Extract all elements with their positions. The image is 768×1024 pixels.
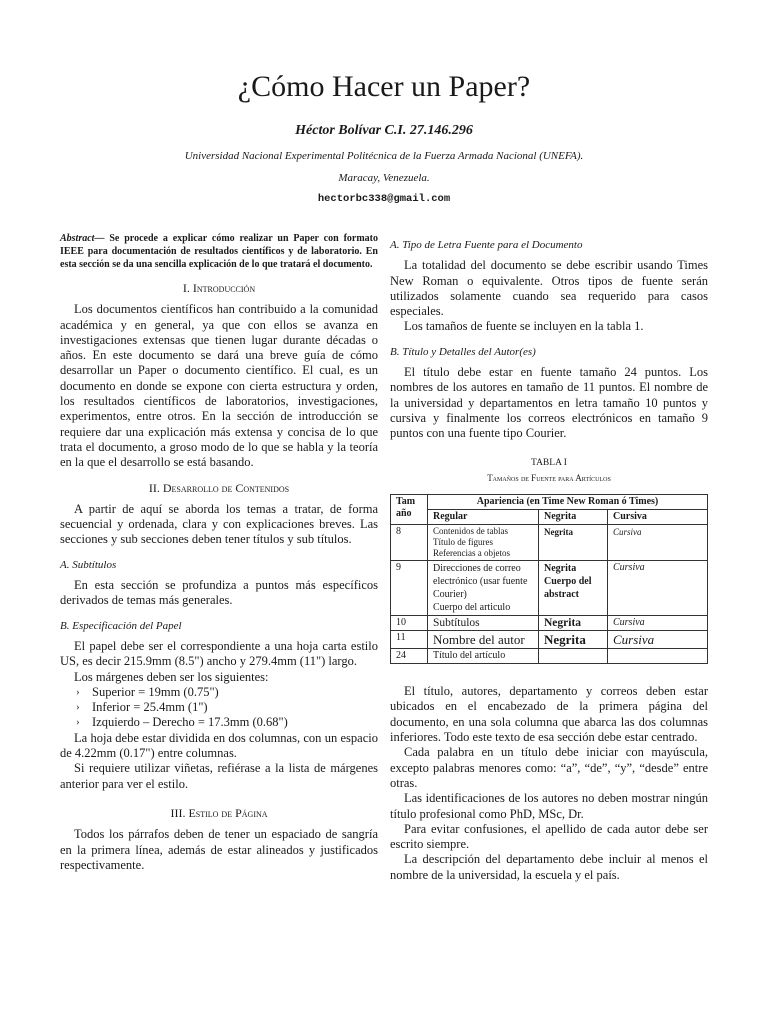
papel-paragraph-1: El papel debe ser el correspondiente a una hoja carta estilo US, es decir 215.9mm (8.5") ancho y 279.4mm (11") largo. <box>60 638 378 669</box>
table-header-group: Apariencia (en Time New Roman ó Times) <box>428 495 708 510</box>
departamento-paragraph: La descripción del departamento debe incluir al menos el nombre de la universidad, la escuela y el país. <box>390 852 708 882</box>
table-header-size: Tam año <box>391 495 428 525</box>
mayuscula-paragraph: Cada palabra en un título debe iniciar con mayúscula, excepto palabras menores como: “a”, “de”, “y”, “desde” entre otras. <box>390 745 708 790</box>
author-email: hectorbc338@gmail.com <box>317 193 451 205</box>
table-caption: TABLA I <box>531 457 567 468</box>
papel-paragraph-3: La hoja debe estar dividida en dos columnas, con un espacio de 4.22mm (0.17") entre columnas. <box>60 730 378 761</box>
location: Maracay, Venezuela. <box>338 172 430 184</box>
table-cell-size: 9 <box>391 561 428 616</box>
table-row <box>391 525 708 561</box>
papel-paragraph-4: Si requiere utilizar viñetas, refiérase a la lista de márgenes anterior para ver el estilo. <box>60 761 378 791</box>
affiliation: Universidad Nacional Experimental Politécnica de la Fuerza Armada Nacional (UNEFA). <box>184 150 584 162</box>
section-heading-intro: I. Introducción <box>182 281 256 295</box>
section-heading-desarrollo: II. Desarrollo de Contenidos <box>148 480 290 495</box>
author-line: Héctor Bolívar C.I. 27.146.296 <box>295 123 473 138</box>
apellido-paragraph: Para evitar confusiones, el apellido de cada autor debe ser escrito siempre. <box>390 821 708 852</box>
table-cell-negrita: Negrita Cuerpo del abstract <box>539 561 608 616</box>
fuente-paragraph-2: Los tamaños de fuente se incluyen en la tabla 1. <box>404 319 644 334</box>
margin-list <box>60 685 378 731</box>
table-cell-regular: Direcciones de correo electrónico (usar fuente Courier) Cuerpo del articulo <box>428 561 539 616</box>
table-row <box>391 649 708 664</box>
intro-paragraph: Los documentos científicos han contribuido a la comunidad académica y en general, ya que con ellos se avanza en investigaciones extensas que tienen lugar durante décadas o años. En este documento se dará una breve guía de cómo desarrollar un Paper o documento científico. El cual, es un documento en donde se expone con cierta estructura y orden, los resultados científicos de laboratorios, investigaciones, experimentos, entre otros. En la sección de introducción se requiere dar una explicación más extensa y concisa de lo que trata el documento, a groso modo de lo que se habla y la teoría en la que el desarrollo se está basando. <box>60 302 378 470</box>
abstract <box>60 232 378 271</box>
table-row <box>391 561 708 616</box>
identificacion-paragraph: Las identificaciones de los autores no deben mostrar ningún título profesional como PhD, MSc, Dr. <box>390 791 708 821</box>
table-subcaption: Tamaños de Fuente para Artículos <box>487 472 611 483</box>
subsection-heading-autor: B. Título y Detalles del Autor(es) <box>390 345 536 358</box>
table-cell-negrita: Negrita <box>539 631 608 649</box>
fuente-paragraph-1: La totalidad del documento se debe escribir usando Times New Roman o equivalente. Otros tipos de fuente serán utilizados solamente cuando sea requerido para casos especiales. <box>390 258 708 319</box>
subtitulos-paragraph: En esta sección se profundiza a puntos más específicos derivados de temas más generales. <box>60 578 378 608</box>
table-cell-negrita: Negrita <box>539 616 608 631</box>
subsection-heading-fuente: A. Tipo de Letra Fuente para el Documento <box>390 239 583 251</box>
list-item: › Inferior = 25.4mm (1") <box>92 700 378 715</box>
abstract-label: Abstract— <box>60 233 105 244</box>
table-cell-cursiva <box>608 649 708 664</box>
table-cell-cursiva: Cursiva <box>608 631 708 649</box>
table-cell-size: 8 <box>391 525 428 561</box>
table-cell-cursiva: Cursiva <box>608 561 708 616</box>
table-cell-size: 24 <box>391 649 428 664</box>
estilo-paragraph: Todos los párrafos deben de tener un espaciado de sangría en la primera línea, además de estar alineados y justificados respectivamente. <box>60 827 378 872</box>
table-cell-regular: Nombre del autor <box>428 631 539 649</box>
table-cell-negrita: Negrita <box>539 525 608 561</box>
table-header-regular: Regular <box>428 510 539 525</box>
table-row <box>391 616 708 631</box>
table-cell-cursiva: Cursiva <box>608 616 708 631</box>
table-header-negrita: Negrita <box>539 510 608 525</box>
table-cell-size: 11 <box>391 631 428 649</box>
table-cell-regular: Título del artículo <box>428 649 539 664</box>
table-cell-cursiva: Cursiva <box>608 525 708 561</box>
autor-paragraph: El título debe estar en fuente tamaño 24 puntos. Los nombres de los autores en tamaño de 11 puntos. El nombre de la universidad y departamentos en letra tamaño 10 puntos y cursiva y finalmente los correos electrónicos en tamaño 9 puntos con una fuente tipo Courier. <box>390 365 708 441</box>
list-item: › Superior = 19mm (0.75") <box>92 685 378 700</box>
subsection-heading-subtitulos: A. Subtítulos <box>60 558 117 571</box>
table-cell-regular: Subtítulos <box>428 616 539 631</box>
paper-title: ¿Cómo Hacer un Paper? <box>237 70 531 103</box>
table-row <box>391 631 708 649</box>
table-cell-size: 10 <box>391 616 428 631</box>
encabezado-paragraph: El título, autores, departamento y correos deben estar ubicados en el encabezado de la primera página del documento, en una sola columna que abarca las dos columnas inferiores. Todo este texto de esa sección debe estar centrado. <box>390 684 708 745</box>
section-heading-estilo: III. Estilo de Página <box>170 805 268 820</box>
right-column <box>390 238 708 883</box>
abstract-text: Se procede a explicar cómo realizar un Paper con formato IEEE para documentación de resultados científicos y de laboratorio. En esta sección se da una sencilla explicación de lo que tratará el documento. <box>60 233 378 270</box>
papel-paragraph-2: Los márgenes deben ser los siguientes: <box>74 669 269 684</box>
subsection-heading-papel: B. Especificación del Papel <box>60 619 182 632</box>
left-column <box>60 232 378 873</box>
font-size-table <box>390 494 708 664</box>
table-cell-regular: Contenidos de tablas Título de figures Referencias a objetos <box>428 525 539 561</box>
list-item: › Izquierdo – Derecho = 17.3mm (0.68") <box>92 715 378 730</box>
desarrollo-paragraph: A partir de aquí se aborda los temas a tratar, de forma secuencial y ordenada, clara y con explicaciones breves. Las secciones y sub secciones deben tener títulos y sub títulos. <box>60 501 378 547</box>
table-header-cursiva: Cursiva <box>608 510 708 525</box>
table-cell-negrita <box>539 649 608 664</box>
